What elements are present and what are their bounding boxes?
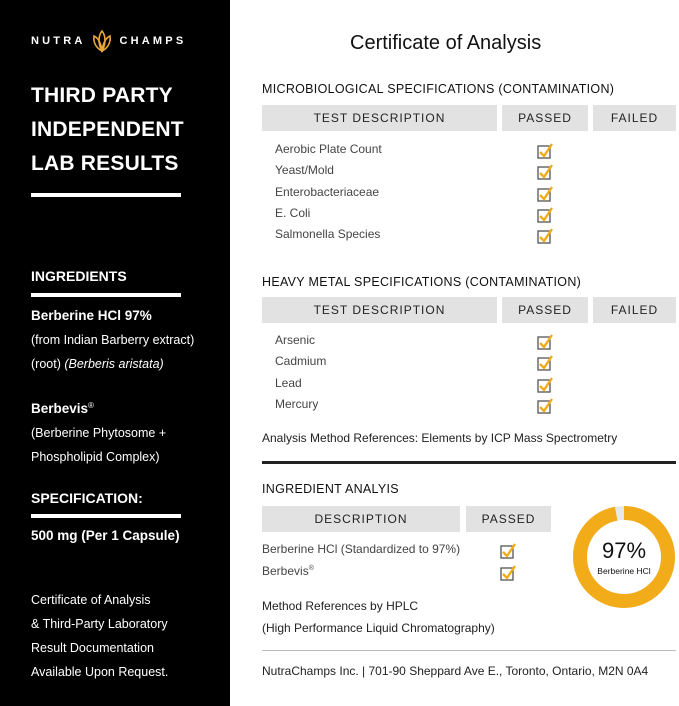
page-title: Certificate of Analysis: [350, 32, 542, 54]
ingredient-row-2-label: Berbevis: [262, 564, 309, 578]
ingredient-1-part: [31, 352, 194, 376]
brand-name-right: CHAMPS: [119, 35, 187, 47]
ingredient-1-source: (from Indian Barberry extract): [31, 333, 195, 347]
micro-col-description: TEST DESCRIPTION: [262, 105, 497, 131]
metal-row: Lead: [275, 375, 302, 390]
brand-name-left: NUTRA: [31, 35, 86, 47]
headline-line-1: THIRD PARTY: [31, 84, 173, 107]
ingredient-2-desc-1: (Berberine Phytosome +: [31, 426, 167, 441]
headline-line-3: LAB RESULTS: [31, 152, 179, 175]
lotus-icon: [90, 28, 114, 54]
ingredient-1: [31, 304, 194, 376]
left-panel: [0, 0, 230, 706]
micro-col-failed: FAILED: [593, 105, 676, 131]
divider-bar: [31, 514, 181, 518]
ingredient-2-desc-2: Phospholipid Complex): [31, 450, 160, 465]
checkbox-checked-icon: [500, 543, 516, 559]
metal-method: Analysis Method References: Elements by ICP Mass Spectrometry: [262, 431, 618, 445]
checkbox-checked-icon: [537, 164, 553, 180]
ingredients-label: INGREDIENTS: [31, 268, 127, 284]
ingredient-row-2: [262, 564, 314, 578]
footnote: [31, 588, 168, 684]
ingredient-1-part-plain: (root): [31, 357, 65, 371]
checkbox-checked-icon: [537, 207, 553, 223]
checkbox-checked-icon: [537, 228, 553, 244]
donut-value: 97%: [601, 538, 647, 563]
metal-row: Mercury: [275, 396, 319, 411]
ingredient-method-1: Method References by HPLC: [262, 599, 419, 613]
brand-logo: [31, 28, 201, 54]
specification-value: [31, 524, 180, 548]
footnote-line: Certificate of Analysis: [31, 593, 151, 607]
checkbox-checked-icon: [500, 565, 516, 581]
checkbox-checked-icon: [537, 334, 553, 350]
donut-label: Berberine HCl: [597, 566, 651, 576]
micro-row: E. Coli: [275, 205, 311, 220]
headline: [31, 79, 184, 181]
divider-bar: [31, 293, 181, 297]
micro-row: Yeast/Mold: [275, 163, 334, 178]
micro-row: Aerobic Plate Count: [275, 142, 382, 156]
metal-row: Arsenic: [275, 333, 316, 347]
footer-divider: [262, 650, 676, 651]
certificate-panel: [230, 0, 679, 706]
checkbox-checked-icon: [537, 186, 553, 202]
metal-row: Cadmium: [275, 354, 327, 369]
ingredient-col-passed: PASSED: [466, 506, 551, 532]
registered-mark: ®: [88, 401, 94, 410]
checkbox-checked-icon: [537, 355, 553, 371]
ingredient-1-latin: (Berberis aristata): [64, 357, 164, 371]
footer-address: NutraChamps Inc. | 701-90 Sheppard Ave E., Toronto, Ontario, M2N 0A4: [262, 664, 649, 678]
metal-col-failed: FAILED: [593, 297, 676, 323]
footnote-line: Result Documentation: [31, 641, 154, 655]
section-divider: [262, 461, 676, 464]
checkbox-checked-icon: [537, 398, 553, 414]
percentage-donut: [570, 503, 678, 611]
registered-mark: ®: [308, 565, 314, 572]
ingredient-2: [31, 394, 166, 469]
micro-col-passed: PASSED: [502, 105, 588, 131]
headline-line-2: INDEPENDENT: [31, 118, 184, 141]
micro-row: Enterobacteriaceae: [275, 184, 380, 199]
metal-heading: HEAVY METAL SPECIFICATIONS (CONTAMINATION): [262, 275, 582, 289]
metal-col-passed: PASSED: [502, 297, 588, 323]
micro-row: Salmonella Species: [275, 227, 381, 242]
footnote-line: & Third-Party Laboratory: [31, 617, 168, 631]
ingredient-heading: INGREDIENT ANALYIS: [262, 482, 399, 496]
micro-heading: MICROBIOLOGICAL SPECIFICATIONS (CONTAMINATION): [262, 82, 615, 96]
footnote-line: Available Upon Request.: [31, 665, 169, 679]
divider-bar: [31, 193, 181, 197]
ingredient-method-2: (High Performance Liquid Chromatography): [262, 621, 495, 635]
metal-col-description: TEST DESCRIPTION: [262, 297, 497, 323]
checkbox-checked-icon: [537, 143, 553, 159]
ingredient-col-description: DESCRIPTION: [262, 506, 460, 532]
specification-label: SPECIFICATION:: [31, 490, 143, 506]
ingredient-1-name: Berberine HCl 97%: [31, 308, 152, 323]
specification-value-text: 500 mg (Per 1 Capsule): [31, 528, 180, 543]
ingredient-2-name: Berbevis: [31, 401, 89, 417]
checkbox-checked-icon: [537, 377, 553, 393]
ingredient-row-1: Berberine HCl (Standardized to 97%): [262, 542, 461, 556]
